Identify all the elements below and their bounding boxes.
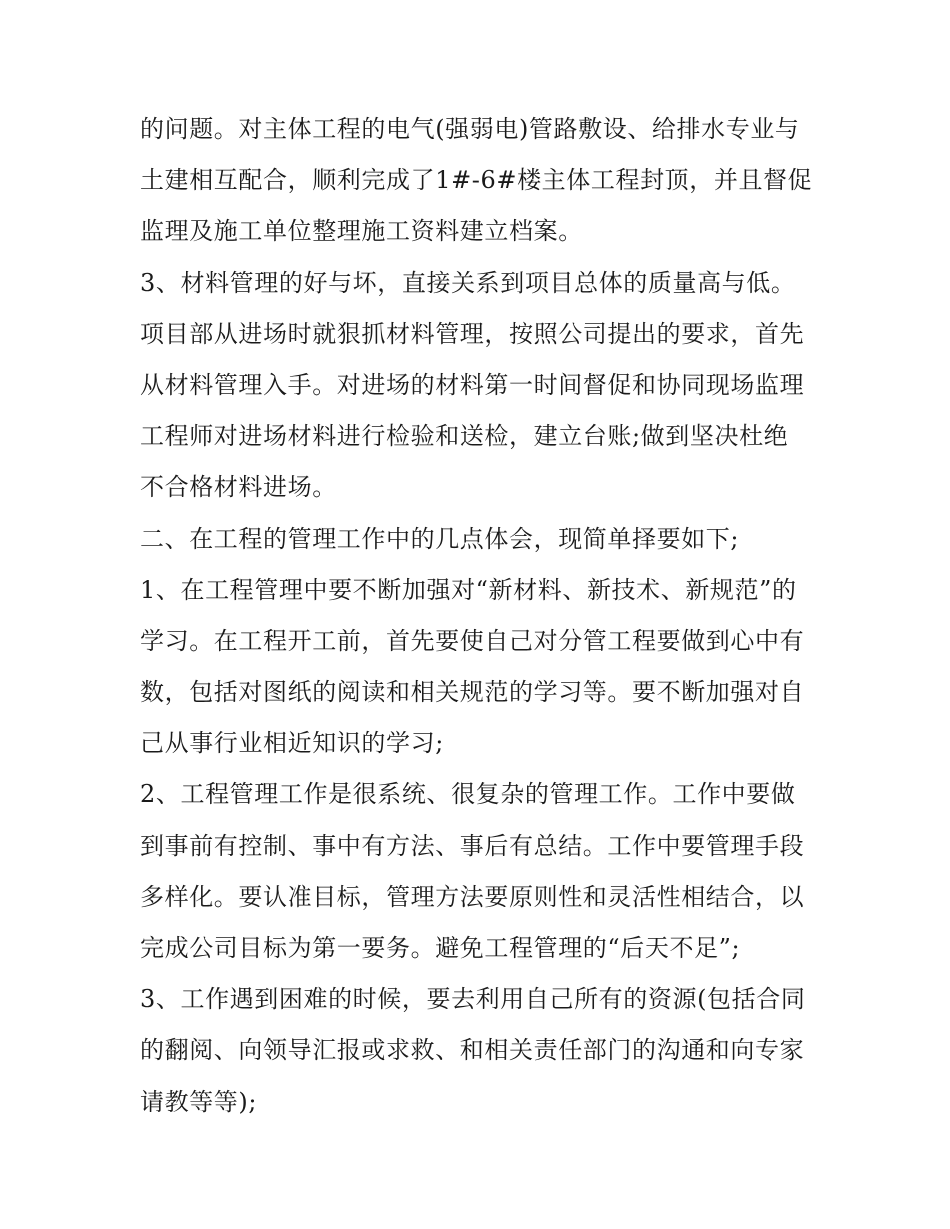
text-line: 从材料管理入手。对进场的材料第一时间督促和协同现场监理	[140, 370, 805, 399]
text-line: 3、材料管理的好与坏，直接关系到项目总体的质量高与低。	[140, 268, 796, 297]
text-line: 多样化。要认准目标，管理方法要原则性和灵活性相结合，以	[140, 882, 805, 911]
text-line: 到事前有控制、事中有方法、事后有总结。工作中要管理手段	[140, 831, 805, 860]
text-line: 二、在工程的管理工作中的几点体会，现简单择要如下;	[140, 524, 740, 553]
text-line: 的翻阅、向领导汇报或求救、和相关责任部门的沟通和向专家	[140, 1036, 805, 1065]
text-line: 项目部从进场时就狠抓材料管理，按照公司提出的要求，首先	[140, 319, 805, 348]
text-line: 工程师对进场材料进行检验和送检，建立台账;做到坚决杜绝	[140, 422, 789, 451]
text-line: 己从事行业相近知识的学习;	[140, 729, 444, 758]
text-line: 完成公司目标为第一要务。避免工程管理的“后天不足”;	[140, 934, 741, 962]
text-line: 的问题。对主体工程的电气(强弱电)管路敷设、给排水专业与	[140, 115, 800, 143]
body-text	[140, 104, 820, 1128]
text-line: 1、在工程管理中要不断加强对“新材料、新技术、新规范”的	[140, 575, 797, 604]
text-line: 监理及施工单位整理施工资料建立档案。	[140, 217, 583, 246]
text-line: 2、工程管理工作是很系统、很复杂的管理工作。工作中要做	[140, 780, 796, 809]
text-line: 请教等等);	[140, 1087, 258, 1116]
text-line: 学习。在工程开工前，首先要使自己对分管工程要做到心中有	[140, 626, 805, 655]
text-line: 数，包括对图纸的阅读和相关规范的学习等。要不断加强对自	[140, 678, 805, 707]
text-line: 不合格材料进场。	[140, 473, 337, 502]
text-line: 3、工作遇到困难的时候，要去利用自己所有的资源(包括合同	[140, 985, 806, 1014]
text-line: 土建相互配合，顺利完成了1#-6#楼主体工程封顶，并且督促	[140, 166, 813, 195]
